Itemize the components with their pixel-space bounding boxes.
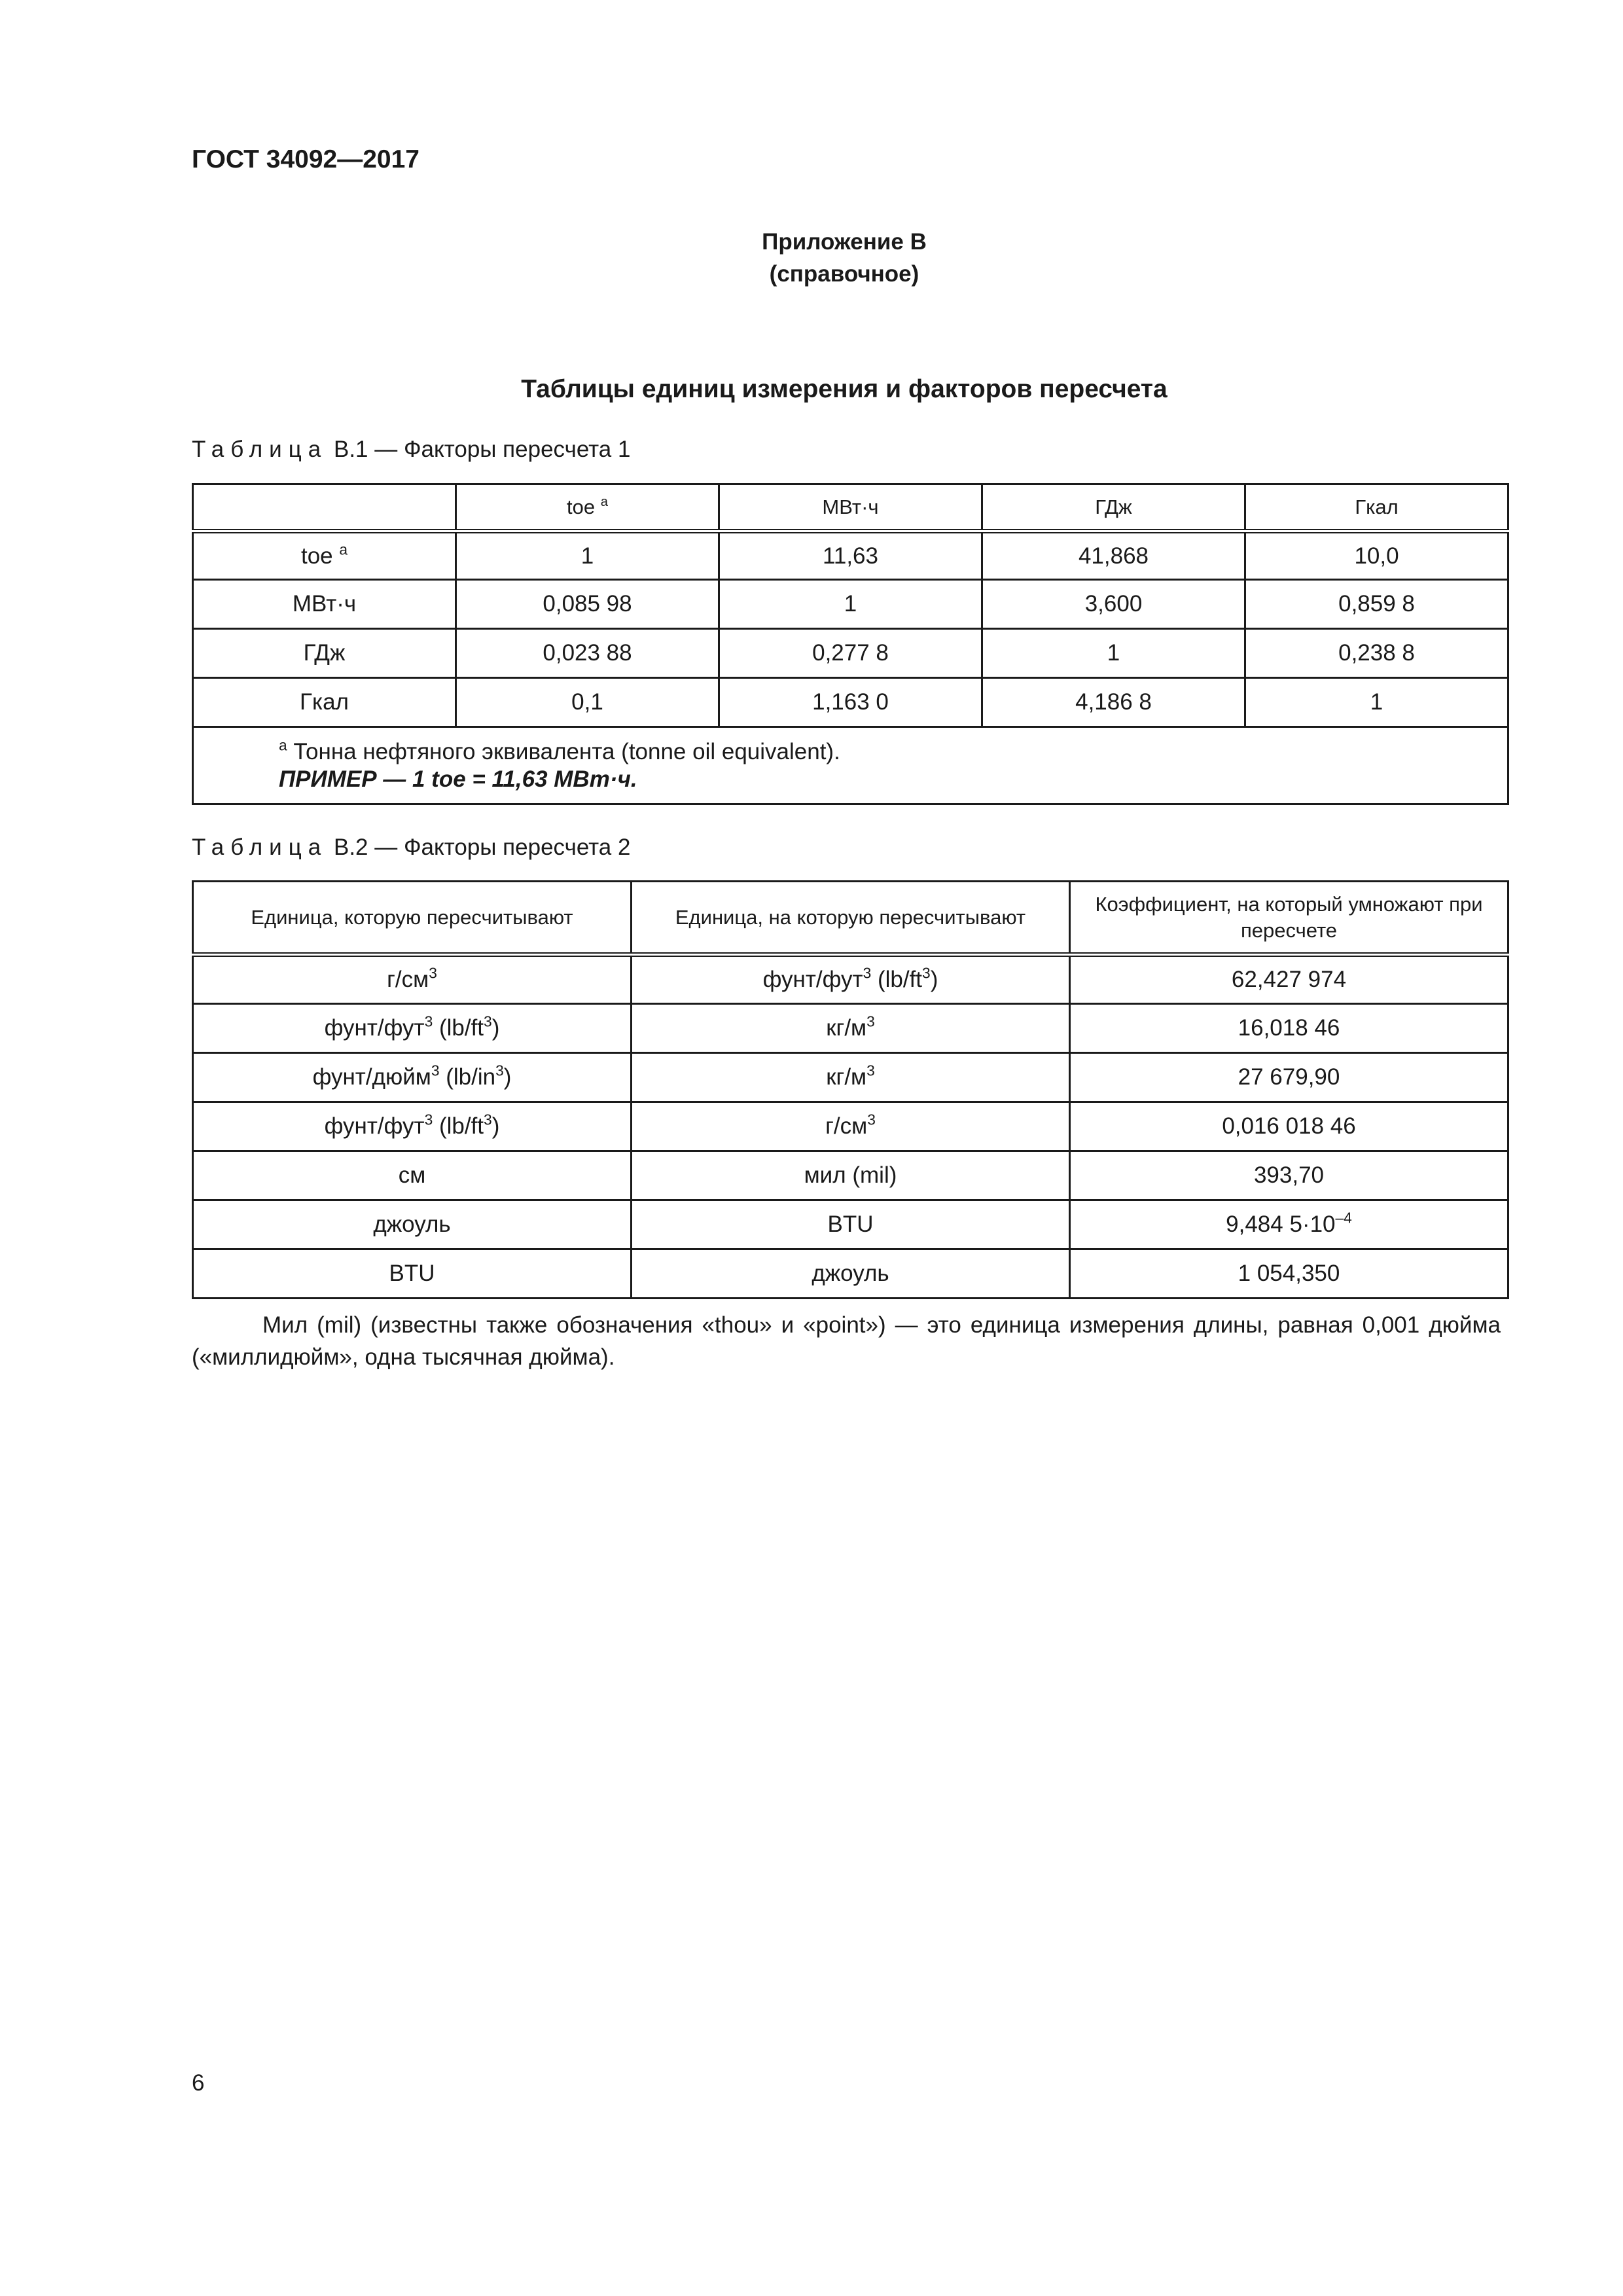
table2-to-cell: $кг/м^3$ xyxy=(632,1053,1070,1102)
table2-from-cell: $г/см^3$ xyxy=(193,955,632,1004)
table-cell: 1 xyxy=(719,580,982,629)
table2-to-cell: мил (mil) xyxy=(632,1151,1070,1200)
table1-header-cell: МВт·ч xyxy=(719,484,982,531)
table2-to-cell: фунт/фут$^3$ $(lb/ft^3)$ xyxy=(632,955,1070,1004)
table1-example: ПРИМЕР — 1 toe = 11,63 МВт·ч. xyxy=(279,766,637,792)
conversion-table-1 xyxy=(192,483,1509,805)
table1-header-row xyxy=(193,484,1508,531)
table2-from-cell: фунт/фут$^3$ $(lb/ft^3)$ xyxy=(193,1102,632,1151)
table1-caption xyxy=(192,437,630,463)
table-cell: 0,277 8 xyxy=(719,629,982,678)
table2-caption xyxy=(192,834,630,861)
table2-factor-cell: 0,016 018 46 xyxy=(1070,1102,1508,1151)
table1-caption-rest: В.1 — Факторы пересчета 1 xyxy=(333,437,631,462)
table1-header-cell: ГДж xyxy=(982,484,1245,531)
table-cell: 0,085 98 xyxy=(456,580,719,629)
table-cell: 1 xyxy=(1245,678,1508,727)
table-row xyxy=(193,955,1508,1004)
table1-caption-prefix: Таблица xyxy=(192,437,328,462)
table-cell: 1 xyxy=(982,629,1245,678)
table2-to-cell: джоуль xyxy=(632,1249,1070,1299)
table2-to-cell: $г/см^3$ xyxy=(632,1102,1070,1151)
table-row xyxy=(193,580,1508,629)
table2-caption-prefix: Таблица xyxy=(192,834,328,860)
footnote-mark: а xyxy=(279,736,287,753)
table1-row-label: МВт·ч xyxy=(193,580,456,629)
table-row xyxy=(193,1249,1508,1299)
table-row xyxy=(193,1102,1508,1151)
table-row xyxy=(193,629,1508,678)
table2-from-cell: фунт/дюйм$^3$ $(lb/in^3)$ xyxy=(193,1053,632,1102)
table1-footnote: $^а$ Тонна нефтяного эквивалента (tonne oil equivalent). xyxy=(279,736,840,764)
table-cell: 0,859 8 xyxy=(1245,580,1508,629)
table-cell: 41,868 xyxy=(982,531,1245,580)
table-cell: 4,186 8 xyxy=(982,678,1245,727)
table-cell: 10,0 xyxy=(1245,531,1508,580)
table2-header-cell: Коэффициент, на который умножают при пересчете xyxy=(1070,882,1508,955)
table1-row-label: ГДж xyxy=(193,629,456,678)
table2-from-cell: джоуль xyxy=(193,1200,632,1249)
table2-to-cell: $кг/м^3$ xyxy=(632,1004,1070,1053)
table-cell: 11,63 xyxy=(719,531,982,580)
table1-footnote-cell xyxy=(193,727,1508,804)
table2-from-cell: BTU xyxy=(193,1249,632,1299)
table-row xyxy=(193,531,1508,580)
note-paragraph: Мил (mil) (известны также обозначения «thou» и «point») — это единица измерения длины, равная 0,001 дюйма («миллидюйм», одна тысячная дюйма). xyxy=(192,1312,1501,1370)
table1-row-label: toe $^а$ xyxy=(193,531,456,580)
table-row xyxy=(193,678,1508,727)
table-cell: 1 xyxy=(456,531,719,580)
appendix-title: Приложение В xyxy=(762,229,927,255)
table-cell: 0,1 xyxy=(456,678,719,727)
table-row xyxy=(193,1004,1508,1053)
table2-factor-cell: 393,70 xyxy=(1070,1151,1508,1200)
conversion-table-2 xyxy=(192,880,1509,1299)
table-row xyxy=(193,1200,1508,1249)
table-cell: 0,238 8 xyxy=(1245,629,1508,678)
table1-header-cell: toe $^а$ xyxy=(456,484,719,531)
table2-factor-cell: 27 679,90 xyxy=(1070,1053,1508,1102)
table-cell: 1,163 0 xyxy=(719,678,982,727)
table-cell: 3,600 xyxy=(982,580,1245,629)
table-row xyxy=(193,1151,1508,1200)
section-title: Таблицы единиц измерения и факторов пересчета xyxy=(521,375,1168,403)
table2-header-cell: Единица, которую пересчитывают xyxy=(193,882,632,955)
table1-footnote-row xyxy=(193,727,1508,804)
table2-factor-cell: 62,427 974 xyxy=(1070,955,1508,1004)
table2-factor-cell: 1 054,350 xyxy=(1070,1249,1508,1299)
table2-from-cell: см xyxy=(193,1151,632,1200)
table1-row-label: Гкал xyxy=(193,678,456,727)
table2-header-row xyxy=(193,882,1508,955)
table1-header-cell xyxy=(193,484,456,531)
table-cell: 0,023 88 xyxy=(456,629,719,678)
appendix-subtitle: (справочное) xyxy=(769,261,919,287)
table2-body xyxy=(193,955,1508,1299)
table2-header-cell: Единица, на которую пересчитывают xyxy=(632,882,1070,955)
document-code: ГОСТ 34092—2017 xyxy=(192,145,419,173)
table2-caption-rest: В.2 — Факторы пересчета 2 xyxy=(333,834,631,860)
appendix-heading xyxy=(0,226,1623,290)
table2-factor-cell: 16,018 46 xyxy=(1070,1004,1508,1053)
table2-from-cell: фунт/фут$^3$ $(lb/ft^3)$ xyxy=(193,1004,632,1053)
table2-to-cell: BTU xyxy=(632,1200,1070,1249)
table2-factor-cell: 9,484 $5\cdot 10^{-4}$ xyxy=(1070,1200,1508,1249)
table-row xyxy=(193,1053,1508,1102)
page-number: 6 xyxy=(192,2070,205,2096)
table1-header-cell: Гкал xyxy=(1245,484,1508,531)
